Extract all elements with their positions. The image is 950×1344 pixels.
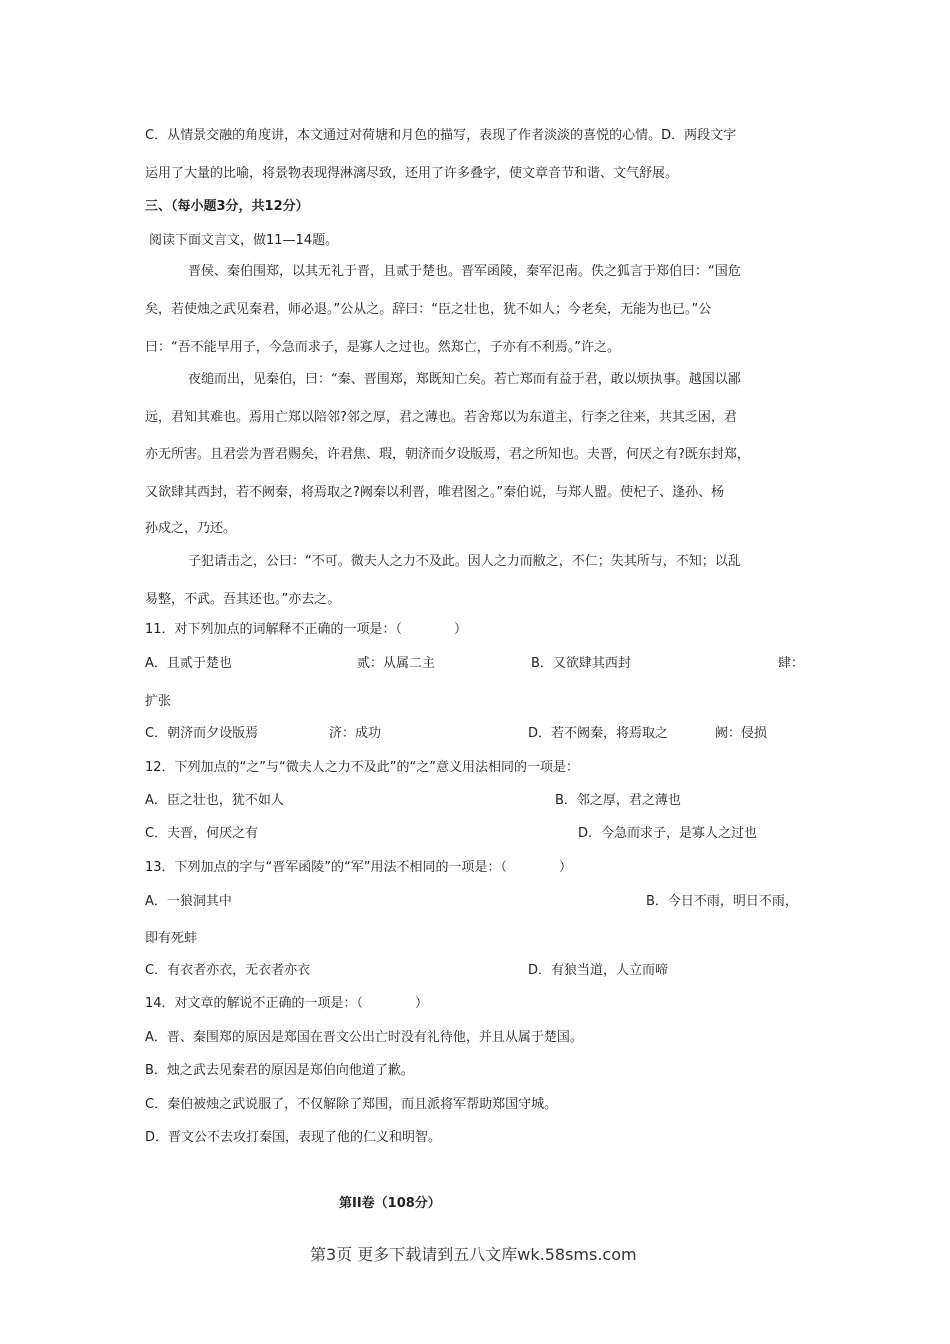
question-12-option-d: D．今急而求子，是寡人之过也 — [578, 826, 758, 841]
passage-paragraph-3-line: 易整，不武。吾其还也。”亦去之。 — [145, 592, 341, 607]
question-14-option-c: C．秦伯被烛之武说服了，不仅解除了郑围，而且派将军帮助郑国守城。 — [145, 1097, 558, 1112]
passage-paragraph-2-line: 远，君知其难也。焉用亡郑以陪邻?邻之厚，君之薄也。若舍郑以为东道主，行李之往来，共其乏困，君 — [145, 410, 737, 425]
question-12-option-c: C．夫晋，何厌之有 — [145, 826, 259, 841]
passage-paragraph-3-line: 子犯请击之，公曰：“不可。微夫人之力不及此。因人之力而敝之，不仁；失其所与，不知；以乱 — [188, 554, 741, 569]
question-11-option-b-definition: 肆： — [778, 656, 805, 671]
question-14-option-b: B．烛之武去见秦君的原因是郑伯向他道了歉。 — [145, 1063, 414, 1078]
question-11-option-c-definition: 济：成功 — [329, 726, 382, 741]
question-11-option-b: B．又欲肆其西封 — [531, 656, 631, 671]
passage-paragraph-2-line: 夜缒而出，见秦伯，曰：“秦、晋围郑，郑既知亡矣。若亡郑而有益于君，敢以烦执事。越国以鄙 — [188, 372, 741, 387]
part-two-heading: 第II卷（108分） — [339, 1196, 441, 1211]
question-11-stem: 11．对下列加点的词解释不正确的一项是：（ ） — [145, 622, 468, 637]
passage-paragraph-2-line: 孙戍之，乃还。 — [145, 521, 237, 536]
question-11-option-a: A．且贰于楚也 — [145, 656, 232, 671]
question-11-option-a-definition: 贰：从属二主 — [357, 656, 436, 671]
question-14-stem: 14．对文章的解说不正确的一项是：（ ） — [145, 996, 429, 1011]
option-c-previous-line-2: 运用了大量的比喻，将景物表现得淋漓尽致，还用了许多叠字，使文章音节和谐、文气舒展。 — [145, 166, 679, 181]
question-13-option-b-continued: 即有死蚌 — [145, 931, 198, 946]
reading-instruction: 阅读下面文言文，做11—14题。 — [149, 233, 339, 248]
question-13-option-c: C．有衣者亦衣，无衣者亦衣 — [145, 963, 311, 978]
passage-paragraph-1-line: 晋侯、秦伯围郑，以其无礼于晋，且贰于楚也。晋军函陵，秦军氾南。佚之狐言于郑伯曰：“国危 — [188, 264, 741, 279]
question-13-option-d: D．有狼当道，人立而啼 — [528, 963, 669, 978]
option-c-previous-line-1: C．从情景交融的角度讲，本文通过对荷塘和月色的描写，表现了作者淡淡的喜悦的心情。D．两段文字 — [145, 128, 737, 143]
question-12-stem: 12．下列加点的“之”与“微夫人之力不及此”的“之”意义用法相同的一项是： — [145, 760, 579, 775]
question-13-option-b: B．今日不雨，明日不雨， — [646, 894, 798, 909]
question-11-option-c: C．朝济而夕设版焉 — [145, 726, 259, 741]
question-11-option-d: D．若不阙秦，将焉取之 — [528, 726, 669, 741]
question-13-stem: 13．下列加点的字与“晋军函陵”的“军”用法不相同的一项是：（ ） — [145, 860, 572, 875]
passage-paragraph-1-line: 矣，若使烛之武见秦君，师必退。”公从之。辞曰：“臣之壮也，犹不如人；今老矣，无能为也已。”公 — [145, 302, 712, 317]
question-12-option-a: A．臣之壮也，犹不如人 — [145, 793, 284, 808]
section-three-heading: 三、（每小题3分，共12分） — [145, 199, 309, 214]
passage-paragraph-2-line: 亦无所害。且君尝为晋君赐矣，许君焦、瑕，朝济而夕设版焉，君之所知也。夫晋，何厌之有?既东封郑， — [145, 447, 750, 462]
question-11-option-b-definition-continued: 扩张 — [145, 694, 172, 709]
question-14-option-d: D．晋文公不去攻打秦国，表现了他的仁义和明智。 — [145, 1130, 442, 1145]
page-footer: 第3页 更多下载请到五八文库wk.58sms.com — [310, 1245, 637, 1264]
question-14-option-a: A．晋、秦围郑的原因是郑国在晋文公出亡时没有礼待他，并且从属于楚国。 — [145, 1030, 583, 1045]
passage-paragraph-2-line: 又欲肆其西封，若不阙秦，将焉取之?阙秦以利晋，唯君图之。”秦伯说，与郑人盟。使杞子、逢孙、杨 — [145, 485, 725, 500]
passage-paragraph-1-line: 曰：“吾不能早用子，今急而求子，是寡人之过也。然郑亡，子亦有不利焉。”许之。 — [145, 340, 620, 355]
question-12-option-b: B．邻之厚，君之薄也 — [555, 793, 681, 808]
question-13-option-a: A．一狼洞其中 — [145, 894, 232, 909]
question-11-option-d-definition: 阙：侵损 — [715, 726, 768, 741]
